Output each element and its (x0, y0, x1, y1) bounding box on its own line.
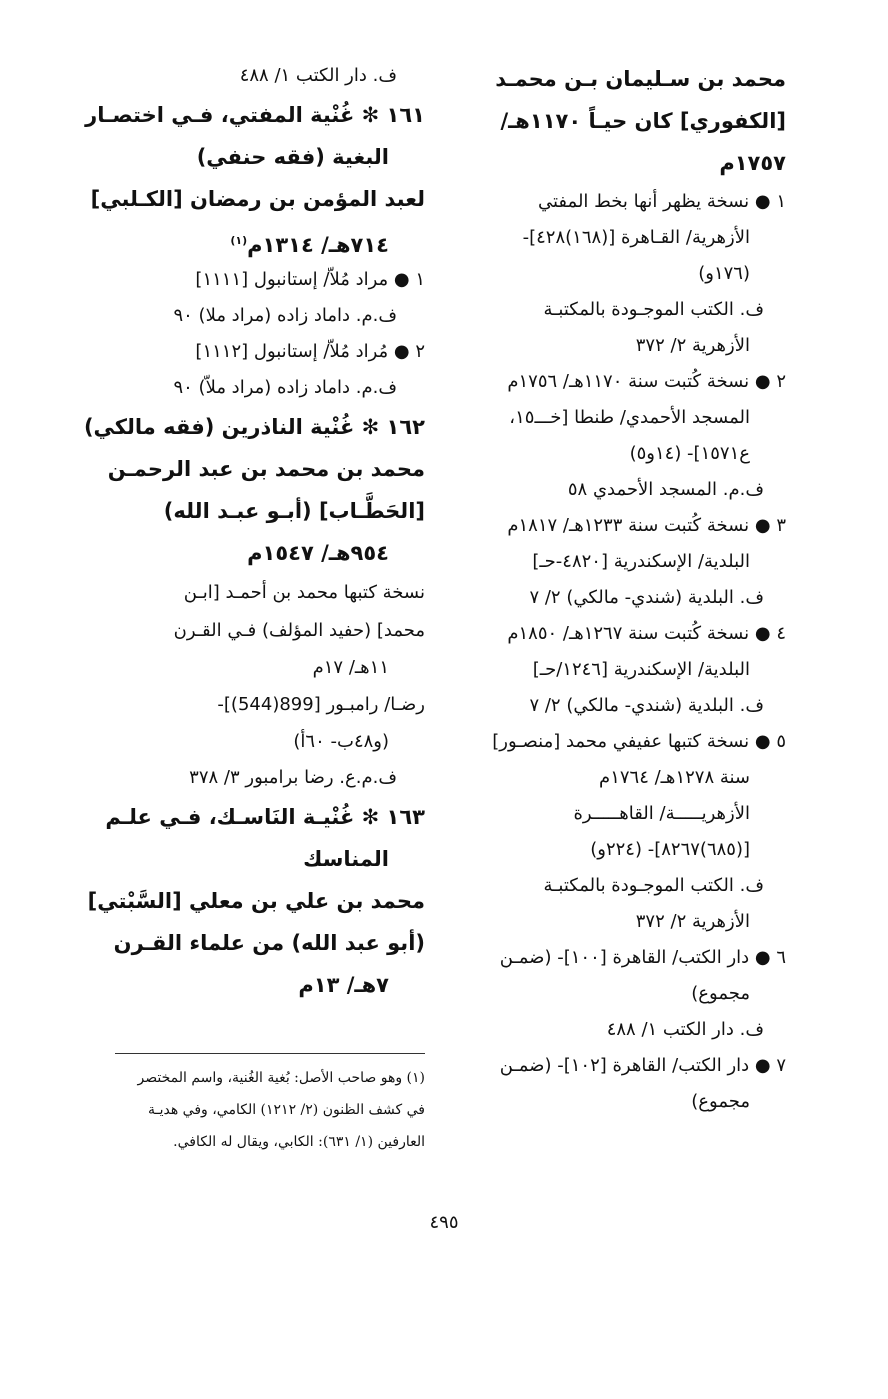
entry-heading-line: البغية (فقه حنفي) (196, 145, 389, 169)
footnote-line: في كشف الظنون (٢/ ١٢١٢) الكامي، وفي هديـة (148, 1102, 425, 1118)
entry-heading-line: (أبو عبد الله) من علماء القـرن (113, 931, 425, 955)
entry-text-line: ف. البلدية (شندي- مالكي) ٢/ ٧ (529, 695, 764, 716)
entry-text-line: المسجد الأحمدي/ طنطا [خـــ١٥، (509, 407, 750, 428)
entry-text-line: ف. الكتب الموجـودة بالمكتبـة (543, 299, 764, 320)
entry-heading-line: ١٦١ ✻ غُنْية المفتي، فـي اختصـار (85, 103, 425, 127)
entry-text-line: نسخة كتبها محمد بن أحمـد [ابـن (183, 582, 425, 603)
entry-text-line: ف. دار الكتب ١/ ٤٨٨ (606, 1019, 764, 1040)
footnote (80, 1062, 425, 1158)
entry-text-line: الأزهرية ٢/ ٣٧٢ (635, 335, 750, 356)
entry-heading-line: محمد بن محمد بن عبد الرحمـن (107, 457, 425, 481)
footnote-separator (115, 1053, 425, 1054)
entry-text-line: ٣ ● نسخة كُتبت سنة ١٢٣٣هـ/ ١٨١٧م (507, 515, 786, 536)
entry-heading-line: المناسك (303, 847, 389, 871)
entry-heading-line: لعبد المؤمن بن رمضان [الكـلبي] (90, 187, 425, 211)
entry-text-line: ف.م.ع. رضا برامبور ٣/ ٣٧٨ (189, 767, 397, 788)
entry-heading-line: محمد بن علي بن معلي [السَّبْتي] (87, 889, 425, 913)
entry-text-line: ١ ● مراد مُلاّ/ إستانبول [١١١١] (195, 269, 425, 290)
entry-heading-line: ٩٥٤هـ/ ١٥٤٧م (247, 541, 389, 565)
entry-heading-line: ١٦٢ ✻ غُنْية الناذرين (فقه مالكي) (83, 415, 425, 439)
entry-heading-line: [الحَطَّـاب] (أبـو عبـد الله) (163, 499, 425, 523)
footnote-line: (١) وهو صاحب الأصل: بُغية الغُنية، واسم المختصر (137, 1070, 425, 1086)
entry-heading-line: ٧١٤هـ/ ١٣١٤م$^{(١)}$ (230, 233, 389, 257)
entry-text-line: الأزهرية ٢/ ٣٧٢ (635, 911, 750, 932)
entry-text-line: ف. دار الكتب ١/ ٤٨٨ (239, 65, 397, 86)
entry-heading-line: ١٦٣ ✻ غُنْيـة النَاسـك، فـي علـم (105, 805, 425, 829)
entry-heading-line: محمد بن سـليمان بـن محمـد (495, 67, 786, 91)
entry-text-line: ف.م. داماد زاده (مراد ملا) ٩٠ (173, 305, 397, 326)
entry-text-line: (و٤٨ب- ٦٠أ) (293, 731, 389, 752)
left-column (80, 58, 425, 1006)
entry-text-line: ف. الكتب الموجـودة بالمكتبـة (543, 875, 764, 896)
entry-text-line: ف. البلدية (شندي- مالكي) ٢/ ٧ (529, 587, 764, 608)
entry-text-line: البلدية/ الإسكندرية [١٢٤٦/حـ] (532, 659, 750, 680)
entry-text-line: ٥ ● نسخة كتبها عفيفي محمد [منصـور] (492, 731, 786, 752)
entry-text-line: الأزهريـــــة/ القاهـــــرة (573, 803, 750, 824)
entry-text-line: ٦ ● دار الكتب/ القاهرة [١٠٠]- (ضمـن (499, 947, 786, 968)
entry-text-line: (١٧٦و) (698, 263, 750, 284)
entry-heading-line: ٧هـ/ ١٣م (298, 973, 389, 997)
entry-text-line: ع١٥٧١]- (١٤و٥) (629, 443, 750, 464)
entry-heading-line: ١٧٥٧م (719, 151, 786, 175)
entry-text-line: ١١هـ/ ١٧م (312, 657, 389, 678)
footnote-marker: (١) (230, 234, 248, 247)
entry-heading-line: [الكفوري] كان حيـاً ١١٧٠هـ/ (500, 109, 786, 133)
footnote-line: العارفين (١/ ٦٣١): الكابي، ويقال له الكافي. (173, 1134, 425, 1150)
entry-text-line: محمد] (حفيد المؤلف) فـي القـرن (173, 620, 425, 641)
entry-text-line: مجموع) (691, 1091, 750, 1112)
entry-text-line: ف.م. داماد زاده (مراد ملاّ) ٩٠ (173, 377, 397, 398)
page-number: ٤٩٥ (429, 1212, 459, 1233)
entry-text-line: [(٦٨٥)٨٢٦٧]- (٢٢٤و) (590, 839, 750, 860)
right-column (466, 58, 786, 1120)
entry-text-line: الأزهرية/ القـاهرة [(١٦٨)٤٢٨]- (522, 227, 750, 248)
entry-text-line: البلدية/ الإسكندرية [٤٨٢٠-حـ] (532, 551, 750, 572)
entry-text-line: ف.م. المسجد الأحمدي ٥٨ (567, 479, 764, 500)
entry-text-line: ٢ ● مُراد مُلاّ/ إستانبول [١١١٢] (195, 341, 425, 362)
entry-text-line: ١ ● نسخة يظهر أنها بخط المفتي (538, 191, 786, 212)
entry-text-line: مجموع) (691, 983, 750, 1004)
entry-text-line: ٢ ● نسخة كُتبت سنة ١١٧٠هـ/ ١٧٥٦م (507, 371, 786, 392)
entry-text-line: رضـا/ رامبـور [899(544)]- (217, 694, 425, 715)
entry-text-line: ٤ ● نسخة كُتبت سنة ١٢٦٧هـ/ ١٨٥٠م (507, 623, 786, 644)
entry-text-line: سنة ١٢٧٨هـ/ ١٧٦٤م (599, 767, 750, 788)
entry-text-line: ٧ ● دار الكتب/ القاهرة [١٠٢]- (ضمـن (499, 1055, 786, 1076)
